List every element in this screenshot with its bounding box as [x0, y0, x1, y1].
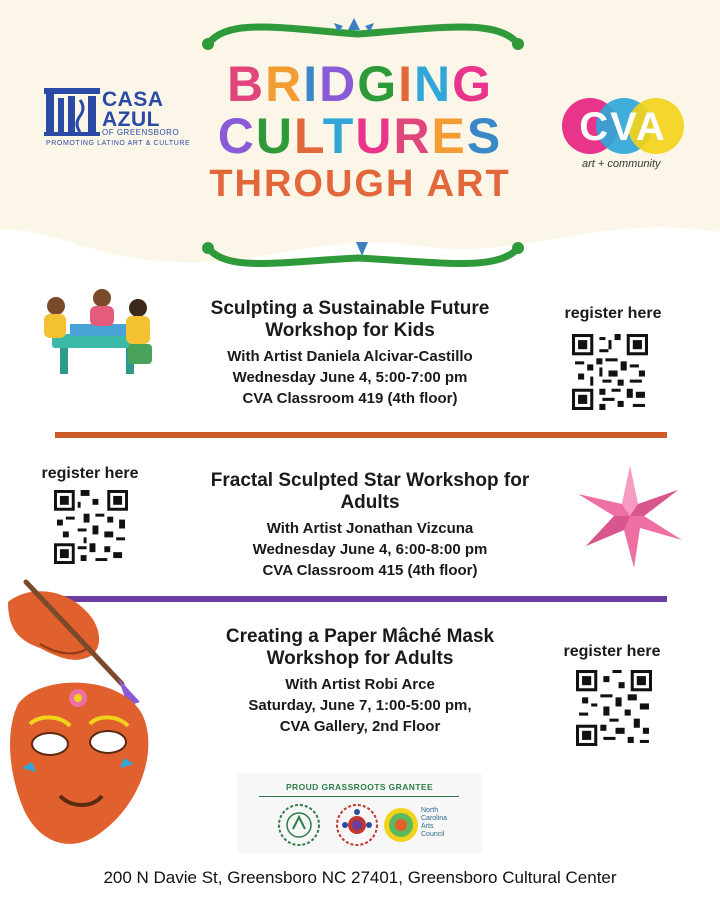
- workshop-3-register: [550, 643, 674, 661]
- title-line1: [170, 58, 550, 110]
- workshop-1-qr-code[interactable]: [572, 334, 648, 410]
- workshop-2-title-line1: Fractal Sculpted Star Workshop for: [210, 470, 530, 491]
- casa-sub: OF GREENSBORO: [102, 128, 180, 137]
- title-line1-text: BRIDGING: [226, 56, 494, 112]
- high-point-arts-council-seal-icon: [335, 803, 379, 847]
- top-swirl-ornament-icon: [198, 14, 528, 54]
- workshop-2: [160, 470, 580, 581]
- workshop-3-title-line2: Workshop for Adults: [266, 648, 454, 669]
- workshop-3-artist: With Artist Robi Arce: [285, 676, 435, 693]
- nc-line2: Carolina: [421, 815, 448, 822]
- nc-line1: North: [421, 807, 439, 814]
- bottom-swirl-ornament-icon: [198, 236, 528, 276]
- workshop-3-location: CVA Gallery, 2nd Floor: [279, 718, 441, 735]
- workshop-3-datetime: Saturday, June 7, 1:00-5:00 pm,: [248, 697, 472, 714]
- casa-azul-emblem-icon: [44, 88, 100, 136]
- grantee-box: [237, 773, 482, 853]
- grantee-rule: [259, 796, 459, 797]
- workshop-2-datetime: Wednesday June 4, 6:00-8:00 pm: [252, 541, 488, 558]
- casa-tagline: PROMOTING LATINO ART & CULTURE: [46, 140, 191, 147]
- divider-orange: [55, 432, 667, 438]
- cva-circles-icon: [560, 96, 686, 158]
- arts-council-greensboro-seal-icon: [277, 803, 321, 847]
- workshop-1-datetime: Wednesday June 4, 5:00-7:00 pm: [232, 369, 468, 386]
- workshop-1: [160, 298, 540, 409]
- workshop-1-artist: With Artist Daniela Alcivar-Castillo: [227, 348, 473, 365]
- workshop-1-register: [548, 305, 678, 323]
- workshop-3-register-label: register here: [563, 643, 661, 660]
- nc-arts-council-text: [421, 807, 447, 839]
- workshop-2-qr-code[interactable]: [54, 490, 128, 564]
- nc-arts-council-logo-icon: [383, 805, 419, 845]
- workshop-2-register-label: register here: [41, 465, 139, 482]
- title-line2: [170, 110, 550, 162]
- workshop-3-title-line1: Creating a Paper Mâché Mask: [225, 626, 495, 647]
- casa-name-line1: CASA: [102, 88, 164, 111]
- title-line3: THROUGH ART: [209, 163, 511, 205]
- nc-line3: Arts: [421, 823, 434, 830]
- workshop-1-title-line1: Sculpting a Sustainable Future: [210, 298, 490, 319]
- pink-paper-star-icon: [574, 460, 686, 572]
- workshop-1-title-line2: Workshop for Kids: [265, 320, 435, 341]
- workshop-3-qr-code[interactable]: [576, 670, 652, 746]
- workshop-1-location: CVA Classroom 419 (4th floor): [242, 390, 458, 407]
- workshop-3: [160, 626, 560, 737]
- cva-logo: [560, 96, 690, 176]
- painted-mask-with-brush-icon: [0, 574, 160, 854]
- cva-tagline: art + community: [582, 158, 661, 170]
- title-line2-text: CULTURES: [217, 108, 503, 164]
- workshop-2-register: [28, 465, 152, 483]
- nc-line4: Council: [421, 831, 445, 838]
- workshop-2-title-line2: Adults: [340, 492, 400, 513]
- workshop-2-artist: With Artist Jonathan Vizcuna: [266, 520, 474, 537]
- workshop-2-location: CVA Classroom 415 (4th floor): [262, 562, 478, 579]
- grantee-title: PROUD GRASSROOTS GRANTEE: [285, 782, 434, 792]
- footer-address: 200 N Davie St, Greensboro NC 27401, Greensboro Cultural Center: [103, 868, 617, 887]
- svg-text:CVA: CVA: [579, 105, 667, 149]
- poster-title: [170, 58, 550, 206]
- casa-name-line2: AZUL: [102, 108, 160, 131]
- kids-crafting-illustration-icon: [30, 282, 160, 382]
- workshop-1-register-label: register here: [564, 305, 662, 322]
